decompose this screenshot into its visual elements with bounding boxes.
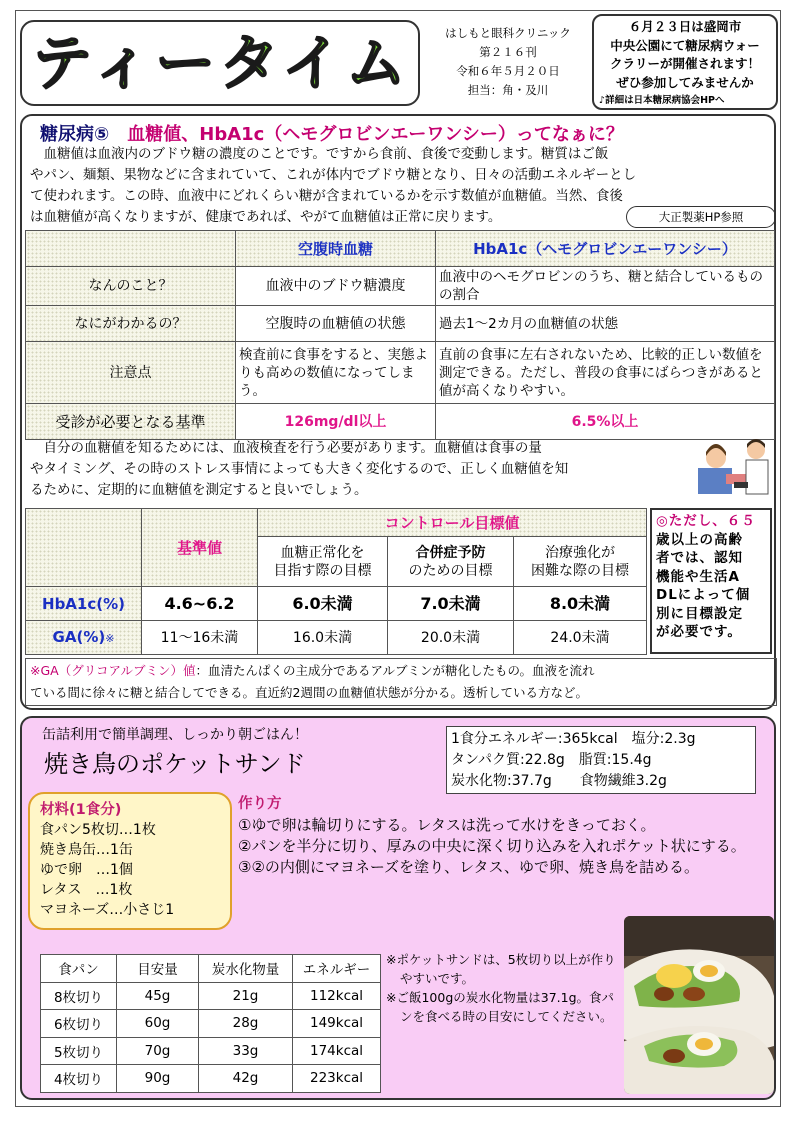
row-label: なにがわかるの？ bbox=[26, 306, 236, 342]
target-value: 20.0未満 bbox=[388, 621, 514, 655]
table-cell: 血液中のブドウ糖濃度 bbox=[236, 267, 436, 306]
paragraph-line: るために、定期的に血糖値を測定すると良いでしょう。 bbox=[30, 482, 368, 498]
table-cell: 4枚切り bbox=[41, 1065, 117, 1093]
table-cell: 33g bbox=[199, 1037, 293, 1065]
note-line: DLによって個 bbox=[656, 587, 751, 603]
event-notice bbox=[592, 14, 778, 110]
ga-footnote bbox=[25, 658, 777, 706]
sub-header-difficult bbox=[514, 537, 647, 587]
table-cell: 149kcal bbox=[293, 1010, 381, 1038]
recipe-title: 焼き鳥のポケットサンド bbox=[44, 750, 306, 778]
ga-footnote-text: ている間に徐々に糖と結合してできる。直近約2週間の血糖値状態が分かる。透析している方など。 bbox=[30, 685, 588, 700]
sub-header-prevention bbox=[388, 537, 514, 587]
sub-header-line: 目指す際の目標 bbox=[273, 562, 372, 579]
table-cell: 60g bbox=[117, 1010, 199, 1038]
target-value: 6.0未満 bbox=[258, 587, 388, 621]
target-value: 16.0未満 bbox=[258, 621, 388, 655]
sub-header-normalization bbox=[258, 537, 388, 587]
article-title bbox=[40, 120, 624, 146]
nutrition-line: 1食分エネルギー:365kcal 塩分:2.3g bbox=[451, 731, 696, 747]
table-row bbox=[41, 1010, 381, 1038]
instructions-header: 作り方 bbox=[238, 796, 282, 812]
ingredient-item: 食パン5枚切…1枚 bbox=[40, 822, 156, 838]
glucose-comparison-table bbox=[25, 230, 775, 440]
intro-line: は血糖値が高くなりますが、健康であれば、やがて血糖値は正常に戻ります。 bbox=[30, 209, 502, 225]
ingredient-item: レタス …1枚 bbox=[40, 882, 133, 898]
table-cell: 8枚切り bbox=[41, 982, 117, 1010]
clinic-info bbox=[428, 24, 588, 100]
sub-header-line: のための目標 bbox=[408, 562, 493, 579]
diabetes-article bbox=[20, 114, 776, 710]
intro-line: やパン、麺類、果物などに含まれていて、これが体内でブドウ糖となり、日々の活動エネルギーとし bbox=[30, 167, 637, 183]
ingredient-item: ゆで卵 …1個 bbox=[40, 862, 133, 878]
table-cell: 223kcal bbox=[293, 1065, 381, 1093]
col-header: 炭水化物量 bbox=[199, 955, 293, 983]
event-line: ６月２３日は盛岡市 bbox=[628, 19, 742, 34]
table-corner bbox=[26, 509, 142, 587]
table-cell: 5枚切り bbox=[41, 1037, 117, 1065]
ga-footnote-label: ※GA（グリコアルブミン）値 bbox=[30, 663, 196, 678]
issue-number: 第２１６刊 bbox=[479, 45, 537, 59]
table-cell: 90g bbox=[117, 1065, 199, 1093]
recipe-note: ※ポケットサンドは、5枚切り以上が作りやすいです。 bbox=[386, 952, 616, 986]
note-line: ◎ただし、６５ bbox=[656, 513, 756, 529]
event-line: 中央公園にて糖尿病ウォー bbox=[610, 37, 760, 53]
intro-line: て使われます。この時、血液中にどれくらい糖が含まれているかを示す数値が血糖値。当然、食後 bbox=[30, 188, 623, 204]
article-heading: 血糖値、HbA1c（ヘモグロビンエーワンシー）ってなぁに？ bbox=[127, 124, 624, 145]
sub-header-line: 血糖正常化を bbox=[280, 544, 365, 561]
ingredients-box bbox=[28, 792, 232, 930]
row-label-hba1c: HbA1c(%) bbox=[26, 587, 142, 621]
sub-header-line: 困難な際の目標 bbox=[531, 562, 629, 579]
footnote-mark: ※ bbox=[105, 631, 115, 645]
table-row bbox=[26, 621, 647, 655]
event-line: クラリーが開催されます！ bbox=[609, 56, 760, 71]
table-cell: 直前の食事に左右されないため、比較的正しい数値を測定できる。ただし、普段の食事にばらつきがあると値が高くなりやすい。 bbox=[436, 342, 775, 404]
table-cell: 112kcal bbox=[293, 982, 381, 1010]
ingredient-item: マヨネーズ…小さじ1 bbox=[40, 902, 175, 918]
recipe-section bbox=[20, 716, 776, 1100]
newsletter-title: ティータイム bbox=[32, 29, 410, 99]
table-row bbox=[26, 306, 775, 342]
base-value: 11～16未満 bbox=[142, 621, 258, 655]
table-row bbox=[26, 342, 775, 404]
table-row bbox=[26, 509, 647, 537]
intro-line: 血糖値は血液内のブドウ糖の濃度のことです。ですから食前、食後で変動します。糖質はご飯 bbox=[30, 146, 609, 162]
elderly-note bbox=[650, 508, 772, 654]
bread-table bbox=[40, 954, 381, 1093]
ga-footnote-text: ：血清たんぱくの主成分であるアルブミンが糖化したもの。血液を流れ bbox=[195, 663, 595, 678]
target-value: 24.0未満 bbox=[514, 621, 647, 655]
col-header: 目安量 bbox=[117, 955, 199, 983]
article-series-label: 糖尿病⑤ bbox=[40, 124, 110, 145]
recipe-notes bbox=[386, 950, 618, 1026]
instruction-step: ①ゆで卵は輪切りにする。レタスは洗って水けをきっておく。 bbox=[238, 816, 656, 834]
table-cell: 検査前に食事をすると、実態よりも高めの数値になってしまう。 bbox=[236, 342, 436, 404]
table-cell: 21g bbox=[199, 982, 293, 1010]
table-cell: 174kcal bbox=[293, 1037, 381, 1065]
recipe-subtitle: 缶詰利用で簡単調理、しっかり朝ごはん！ bbox=[42, 727, 308, 743]
note-line: 歳以上の高齢 bbox=[656, 531, 743, 548]
table-cell: 28g bbox=[199, 1010, 293, 1038]
table-row bbox=[41, 982, 381, 1010]
row-label-text: GA(%) bbox=[52, 627, 106, 646]
table-row bbox=[41, 1065, 381, 1093]
table-row bbox=[26, 587, 647, 621]
row-label: なんのこと？ bbox=[26, 267, 236, 306]
ingredients-header: 材料(1食分) bbox=[40, 802, 122, 818]
instruction-step: ③②の内側にマヨネーズを塗り、レタス、ゆで卵、焼き鳥を詰める。 bbox=[238, 858, 699, 876]
nurse-illustration bbox=[698, 434, 774, 498]
table-cell: 6.5%以上 bbox=[436, 404, 775, 440]
note-line: 機能や生活A bbox=[656, 568, 740, 585]
paragraph-line: やタイミング、その時のストレス事情によっても大きく変化するので、正しく血糖値を知 bbox=[30, 461, 569, 477]
table-corner bbox=[26, 231, 236, 267]
table-row bbox=[26, 267, 775, 306]
table-row bbox=[41, 1037, 381, 1065]
col-header: 食パン bbox=[41, 955, 117, 983]
measurement-paragraph bbox=[30, 438, 698, 501]
clinic-name: はしもと眼科クリニック bbox=[445, 26, 571, 40]
instructions bbox=[238, 794, 772, 878]
paragraph-line: 自分の血糖値を知るためには、血液検査を行う必要があります。血糖値は食事の量 bbox=[30, 440, 542, 456]
nutrition-line: 炭水化物:37.7g 食物繊維3.2g bbox=[451, 773, 667, 789]
target-value: 8.0未満 bbox=[514, 587, 647, 621]
table-cell: 126mg/dl以上 bbox=[236, 404, 436, 440]
table-cell: 空腹時の血糖値の状態 bbox=[236, 306, 436, 342]
note-line: が必要です。 bbox=[656, 624, 742, 640]
nutrition-box bbox=[446, 726, 756, 794]
reference-note: 大正製薬HP参照 bbox=[626, 206, 776, 228]
nutrition-line: タンパク質:22.8g 脂質:15.4g bbox=[451, 752, 652, 768]
table-cell: 過去1～2カ月の血糖値の状態 bbox=[436, 306, 775, 342]
table-cell: 血液中のヘモグロビンのうち、糖と結合しているものの割合 bbox=[436, 267, 775, 306]
row-label: 受診が必要となる基準 bbox=[26, 404, 236, 440]
ga-footnote-line bbox=[30, 660, 772, 682]
table-row bbox=[26, 404, 775, 440]
table-cell: 70g bbox=[117, 1037, 199, 1065]
row-label: 注意点 bbox=[26, 342, 236, 404]
target-value: 7.0未満 bbox=[388, 587, 514, 621]
authors: 担当：角・及川 bbox=[467, 83, 549, 97]
recipe-note: ※ご飯100gの炭水化物量は37.1g。食パンを食べる時の目安にしてください。 bbox=[386, 990, 615, 1024]
event-line: ぜひ参加してみませんか bbox=[616, 74, 754, 90]
table-cell: 45g bbox=[117, 982, 199, 1010]
note-line: 者では、認知 bbox=[656, 550, 743, 566]
col-header-hba1c: HbA1c（ヘモグロビンエーワンシー） bbox=[436, 231, 775, 267]
row-label-ga bbox=[26, 621, 142, 655]
issue-date: 令和６年５月２０日 bbox=[456, 64, 560, 78]
note-line: 別に目標設定 bbox=[656, 605, 743, 622]
newsletter-title-box bbox=[20, 20, 420, 106]
sandwich-photo bbox=[624, 916, 774, 1094]
table-cell: 42g bbox=[199, 1065, 293, 1093]
instruction-step: ②パンを半分に切り、厚みの中央に深く切り込みを入れポケット状にする。 bbox=[238, 837, 746, 855]
ingredient-item: 焼き鳥缶…1缶 bbox=[40, 842, 133, 858]
col-header: エネルギー bbox=[293, 955, 381, 983]
table-row bbox=[26, 231, 775, 267]
col-header-fasting: 空腹時血糖 bbox=[236, 231, 436, 267]
control-target-header: コントロール目標値 bbox=[258, 509, 647, 537]
sub-header-line: 治療強化が bbox=[545, 544, 615, 561]
table-cell: 6枚切り bbox=[41, 1010, 117, 1038]
base-value: 4.6~6.2 bbox=[142, 587, 258, 621]
control-target-table bbox=[25, 508, 647, 655]
event-detail: ♪詳細は日本糖尿病協会HPへ bbox=[599, 95, 725, 106]
base-value-header: 基準値 bbox=[142, 509, 258, 587]
sub-header-line: 合併症予防 bbox=[415, 544, 486, 561]
table-row bbox=[41, 955, 381, 983]
